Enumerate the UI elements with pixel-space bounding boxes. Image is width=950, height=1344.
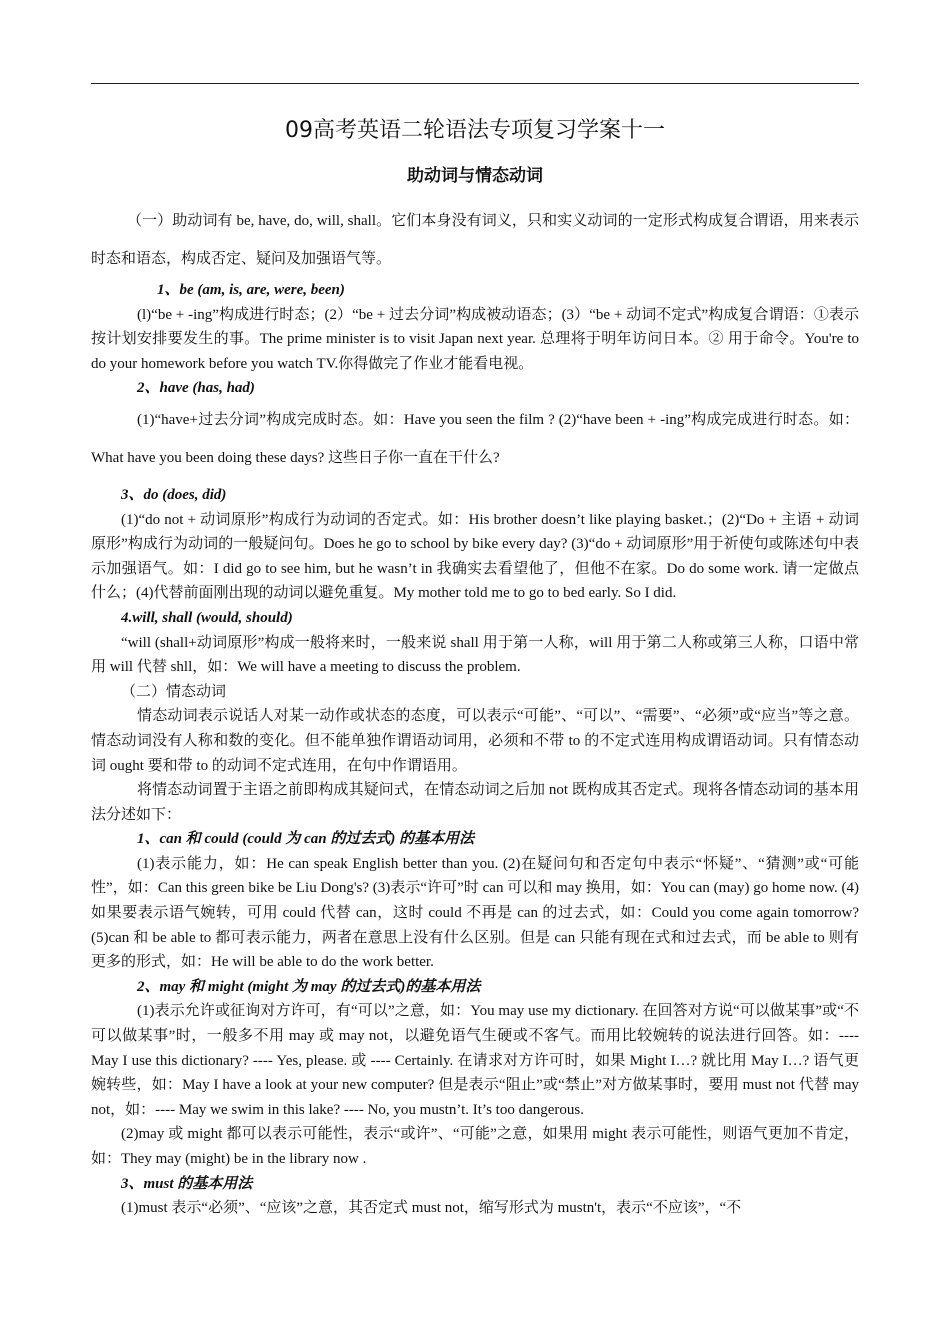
- paragraph-be: (l)“be + -ing”构成进行时态；(2）“be + 过去分词”构成被动语态；(3）“be + 动词不定式”构成复合谓语：①表示按计划安排要发生的事。The prime minister is to visit Japan next year. 总理将于明年访问日本。② 用于命令。You're to do your homework before you watch TV.你得做完了作业才能看电视。: [91, 306, 859, 372]
- heading-do: 3、do (does, did): [121, 486, 227, 503]
- paragraph-modal-forms: 将情态动词置于主语之前即构成其疑问式，在情态动词之后加 not 既构成其否定式。现将各情态动词的基本用法分述如下：: [91, 782, 859, 823]
- heading-be: 1、be (am, is, are, were, been): [157, 282, 345, 298]
- paragraph-must: (1)must 表示“必须”、“应该”之意，其否定式 must not，缩写形式为 mustn't，表示“不应该”，“不: [121, 1200, 742, 1217]
- heading-must: 3、must 的基本用法: [121, 1175, 253, 1192]
- document-body: [91, 202, 859, 1221]
- paragraph-can-could: (1)表示能力，如：He can speak English better than you. (2)在疑问句和否定句中表示“怀疑”、“猜测”或“可能性”，如：Can this green bike be Liu Dong's? (3)表示“许可”时 can 可以和 may 换用，如：You can (may) go home now. (4)如果要表示语气婉转，可用 could 代替 can，这时 could 不再是 can 的过去式，如：Could you come again tomorrow? (5)can 和 be able to 都可表示能力，两者在意思上没有什么区别。但是 can 只能有现在式和过去式，而 be able to 则有更多的形式，如：He will be able to do the work better.: [91, 855, 859, 971]
- paragraph-will-shall: “will (shall+动词原形”构成一般将来时，一般来说 shall 用于第一人称，will 用于第二人称或第三人称，口语中常用 will 代替 shll，如：We will have a meeting to discuss the problem.: [91, 634, 859, 676]
- page-title: 09高考英语二轮语法专项复习学案十一: [285, 118, 665, 143]
- paragraph-modal-intro: 情态动词表示说话人对某一动作或状态的态度，可以表示“可能”、“可以”、“需要”、“必须”或“应当”等之意。情态动词没有人称和数的变化。但不能单独作谓语动词用，必须和不带 to 的不定式连用构成谓语动词。只有情态动词 ought 要和带 to 的动词不定式连用，在句中作谓语用。: [91, 708, 859, 774]
- page-subtitle: 助动词与情态动词: [407, 166, 543, 186]
- paragraph-do: (1)“do not + 动词原形”构成行为动词的否定式。如：His brother doesn’t like playing basket.；(2)“Do + 主语 + 动词原形”构成行为动词的一般疑问句。Does he go to school by bike every day? (3)“do + 动词原形”用于祈使句或陈述句中表示加强语气。如：I did go to see him, but he wasn’t in 我确实去看望他了，但他不在家。Do do some work. 请一定做点什么；(4)代替前面刚出现的动词以避免重复。My mother told me to go to bed early. So I did.: [91, 511, 859, 602]
- heading-can-could: 1、can 和 could (could 为 can 的过去式) 的基本用法: [137, 831, 475, 848]
- heading-may-might: 2、may 和 might (might 为 may 的过去式)的基本用法: [137, 978, 481, 995]
- header-rule: [91, 83, 859, 84]
- paragraph-may-might-2: (2)may 或 might 都可以表示可能性，表示“或许”、“可能”之意，如果用 might 表示可能性，则语气更加不肯定，如：They may (might) be in the library now .: [91, 1126, 859, 1167]
- paragraph-auxiliary-intro: （一）助动词有 be, have, do, will, shall。它们本身没有词义，只和实义动词的一定形式构成复合谓语，用来表示时态和语态，构成否定、疑问及加强语气等。: [91, 213, 859, 267]
- heading-will-shall: 4.will, shall (would, should): [121, 609, 293, 626]
- paragraph-have: (1)“have+过去分词”构成完成时态。如：Have you seen the film ? (2)“have been + -ing”构成完成进行时态。如：What have you been doing these days? 这些日子你一直在干什么?: [91, 411, 859, 466]
- heading-modal-verbs: （二）情态动词: [121, 683, 227, 700]
- paragraph-may-might-1: (1)表示允许或征询对方许可，有“可以”之意，如：You may use my dictionary. 在回答对方说“可以做某事”或“不可以做某事”时，一般多不用 may 或 may not，以避免语气生硬或不客气。而用比较婉转的说法进行回答。如：---- May I use this dictionary? ---- Yes, please. 或 ---- Certainly. 在请求对方许可时，如果 Might I…? 就比用 May I…? 语气更婉转些，如：May I have a look at your new computer? 但是表示“阻止”或“禁止”对方做某事时，要用 must not 代替 may not，如：---- May we swim in this lake? ---- No, you mustn’t. It’s too dangerous.: [91, 1003, 859, 1118]
- heading-have: 2、have (has, had): [137, 380, 255, 397]
